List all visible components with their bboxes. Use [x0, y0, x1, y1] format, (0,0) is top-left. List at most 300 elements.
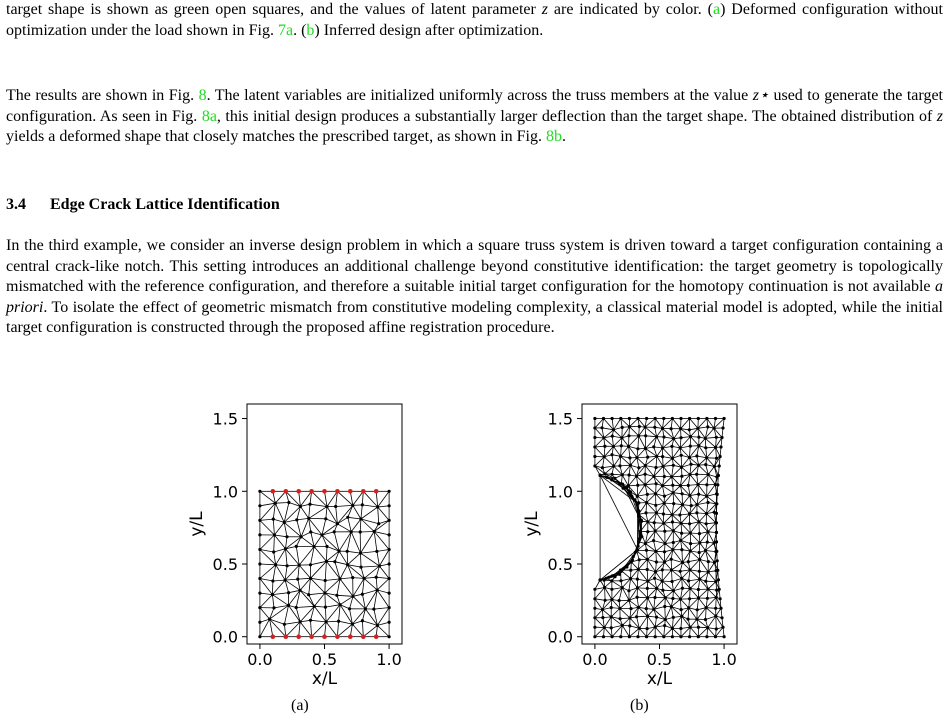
lattice-node [300, 535, 303, 538]
lattice-node [715, 521, 718, 524]
lattice-node [627, 589, 630, 592]
truss-member [351, 532, 360, 553]
truss-member [300, 506, 308, 518]
lattice-node [351, 504, 354, 507]
lattice-node [662, 465, 665, 468]
truss-member [595, 447, 604, 457]
truss-member [646, 436, 657, 437]
lattice-node [593, 626, 596, 629]
lattice-node [268, 618, 271, 621]
truss-member [665, 591, 673, 598]
truss-member [309, 593, 325, 595]
lattice-node [715, 502, 718, 505]
lattice-node [652, 608, 655, 611]
lattice-node [697, 520, 700, 523]
lattice-node [593, 455, 596, 458]
lattice-node [698, 551, 701, 554]
body-text: used to generate the target configuration. As seen in Fig. [6, 87, 943, 125]
lattice-node [681, 492, 684, 495]
lattice-node [706, 541, 709, 544]
lattice-node [258, 606, 261, 609]
truss-member [339, 621, 353, 624]
truss-member [260, 535, 275, 550]
lattice-node [619, 579, 622, 582]
lattice-node [593, 426, 596, 429]
lattice-node [628, 599, 631, 602]
lattice-node [679, 436, 682, 439]
lattice-node [697, 588, 700, 591]
figure-caption-tail [6, 0, 943, 41]
lattice-node [680, 466, 683, 469]
truss-member [284, 503, 289, 523]
lattice-node [258, 592, 261, 595]
truss-member [681, 616, 682, 628]
truss-member [595, 610, 603, 618]
lattice-node [603, 472, 606, 475]
ref-link-fig7a[interactable]: 7a [277, 21, 294, 39]
lattice-node [388, 562, 391, 565]
lattice-node [717, 474, 720, 477]
truss-member [656, 551, 657, 562]
lattice-node [645, 607, 648, 610]
figure-a-initial-lattice [180, 395, 430, 690]
lattice-node [679, 417, 682, 420]
lattice-node [593, 436, 596, 439]
lattice-node [274, 502, 277, 505]
ref-link-fig8a[interactable]: 8a [201, 107, 217, 125]
ref-link-b[interactable]: b [306, 21, 315, 39]
lattice-node [338, 550, 341, 553]
truss-member [620, 600, 629, 608]
lattice-node [627, 484, 630, 487]
truss-member [637, 457, 648, 458]
truss-member [335, 562, 340, 579]
truss-member [600, 475, 638, 503]
lattice-node [599, 474, 602, 477]
lattice-node [671, 548, 674, 551]
lattice-node [688, 512, 691, 515]
y-tick-label: 1.5 [212, 409, 238, 429]
lattice-node [662, 435, 665, 438]
lattice-node [628, 456, 631, 459]
lattice-node [689, 626, 692, 629]
truss-member [716, 597, 717, 608]
truss-member [322, 535, 327, 547]
lattice-node [361, 593, 364, 596]
lattice-node [610, 598, 613, 601]
lattice-node [652, 445, 655, 448]
lattice-node [258, 635, 261, 638]
truss-member [663, 458, 672, 466]
lattice-node [661, 580, 664, 583]
lattice-node [653, 521, 656, 524]
lattice-node [593, 417, 596, 420]
truss-member [297, 520, 301, 537]
lattice-node [621, 426, 624, 429]
lattice-node [680, 615, 683, 618]
lattice-node [627, 434, 630, 437]
lattice-node [602, 417, 605, 420]
lattice-node [295, 545, 298, 548]
lattice-node [324, 579, 327, 582]
truss-member [654, 598, 655, 610]
truss-member [604, 617, 611, 628]
boundary-node [348, 489, 353, 494]
lattice-node [625, 565, 628, 568]
lattice-node [707, 570, 710, 573]
lattice-node [671, 520, 674, 523]
lattice-node [612, 445, 615, 448]
lattice-node [612, 465, 615, 468]
lattice-node [723, 417, 726, 420]
lattice-node [705, 606, 708, 609]
lattice-node [695, 503, 698, 506]
lattice-node [672, 529, 675, 532]
math-z: z [936, 107, 944, 125]
truss-member [603, 610, 612, 617]
lattice-node [359, 566, 362, 569]
lattice-node [670, 605, 673, 608]
lattice-node [680, 522, 683, 525]
truss-member [664, 503, 672, 515]
boundary-node [348, 634, 353, 639]
truss-member [699, 598, 707, 608]
lattice-node [663, 550, 666, 553]
lattice-node [628, 624, 631, 627]
lattice-node [593, 616, 596, 619]
lattice-node [618, 607, 621, 610]
lattice-node [639, 533, 642, 536]
lattice-node [600, 426, 603, 429]
lattice-node [715, 531, 718, 534]
lattice-node [713, 561, 716, 564]
lattice-plot-a [180, 395, 430, 690]
lattice-node [653, 596, 656, 599]
lattice-node [629, 607, 632, 610]
lattice-node [346, 563, 349, 566]
truss-member [322, 535, 339, 551]
caption-text: ) Inferred design after optimization. [314, 21, 544, 39]
caption-text: are indicated by color. ( [548, 1, 713, 18]
lattice-node [604, 599, 607, 602]
lattice-node [361, 619, 364, 622]
truss-member [655, 523, 664, 531]
math-zstar: z⋆ [752, 87, 769, 104]
lattice-node [309, 563, 312, 566]
lattice-node [688, 635, 691, 638]
lattice-node [696, 483, 699, 486]
boundary-node [374, 489, 379, 494]
lattice-node [687, 618, 690, 621]
lattice-node [672, 437, 675, 440]
lattice-node [690, 504, 693, 507]
lattice-node [350, 530, 353, 533]
lattice-node [720, 616, 723, 619]
truss-member [339, 605, 341, 622]
truss-member [673, 493, 674, 504]
figure-b-cracked-lattice [515, 395, 765, 690]
lattice-node [611, 574, 614, 577]
lattice-node [689, 463, 692, 466]
lattice-node [388, 577, 391, 580]
truss-member [595, 438, 604, 447]
lattice-node [714, 607, 717, 610]
truss-member [260, 564, 276, 565]
truss-member [298, 565, 299, 579]
lattice-node [671, 635, 674, 638]
truss-member [260, 520, 275, 535]
lattice-node [258, 504, 261, 507]
caption-text: target shape is shown as green open squares, and the values of latent parameter [6, 1, 542, 18]
lattice-node [378, 564, 381, 567]
lattice-node [338, 577, 341, 580]
lattice-node [619, 417, 622, 420]
truss-member [705, 438, 715, 447]
truss-member [699, 522, 700, 534]
truss-member [682, 550, 683, 563]
truss-member [374, 520, 389, 531]
truss-member [379, 566, 389, 579]
truss-member [673, 550, 683, 563]
lattice-node [351, 623, 354, 626]
lattice-node [636, 417, 639, 420]
lattice-node [653, 426, 656, 429]
lattice-node [654, 635, 657, 638]
lattice-node [670, 558, 673, 561]
lattice-node [284, 547, 287, 550]
lattice-node [272, 550, 275, 553]
lattice-node [610, 588, 613, 591]
lattice-node [721, 426, 724, 429]
truss-member [274, 535, 287, 537]
lattice-node [654, 417, 657, 420]
lattice-node [689, 435, 692, 438]
lattice-node [388, 635, 391, 638]
ref-link-fig8[interactable]: 8 [198, 87, 207, 104]
truss-member [364, 578, 377, 590]
truss-member [647, 570, 648, 582]
lattice-node [654, 466, 657, 469]
lattice-node [663, 624, 666, 627]
boundary-node [322, 634, 327, 639]
lattice-node [704, 618, 707, 621]
truss-member [639, 436, 646, 449]
lattice-node [715, 436, 718, 439]
lattice-node [689, 445, 692, 448]
lattice-node [603, 626, 606, 629]
truss-member [260, 519, 273, 520]
lattice-node [645, 501, 648, 504]
lattice-node [620, 570, 623, 573]
lattice-node [272, 518, 275, 521]
lattice-node [299, 620, 302, 623]
lattice-node [654, 625, 657, 628]
lattice-node [689, 531, 692, 534]
lattice-node [610, 473, 613, 476]
lattice-node [636, 596, 639, 599]
lattice-node [681, 561, 684, 564]
truss-member [260, 608, 270, 620]
truss-member [314, 535, 322, 547]
boundary-node [335, 634, 340, 639]
lattice-node [704, 463, 707, 466]
lattice-node [351, 576, 354, 579]
lattice-node [687, 606, 690, 609]
lattice-node [637, 501, 640, 504]
lattice-node [671, 627, 674, 630]
lattice-node [619, 617, 622, 620]
x-axis-label: x/L [646, 669, 673, 689]
y-tick-label: 1.0 [547, 482, 573, 502]
truss-member [638, 436, 639, 449]
truss-member [656, 456, 657, 467]
truss-member [340, 578, 353, 579]
lattice-node [313, 545, 316, 548]
lattice-node [718, 464, 721, 467]
truss-member [708, 523, 716, 532]
lattice-mesh [260, 491, 389, 636]
boundary-node [374, 634, 379, 639]
truss-member [648, 616, 656, 627]
lattice-node [602, 436, 605, 439]
lattice-node [705, 522, 708, 525]
lattice-node [655, 587, 658, 590]
lattice-node [670, 475, 673, 478]
truss-member [665, 607, 666, 620]
truss-member [665, 607, 671, 620]
lattice-node [654, 550, 657, 553]
lattice-node [388, 548, 391, 551]
lattice-node [628, 417, 631, 420]
lattice-node [258, 548, 261, 551]
truss-member [629, 436, 639, 447]
lattice-node [620, 444, 623, 447]
lattice-node [258, 577, 261, 580]
truss-member [298, 578, 311, 579]
truss-member [378, 507, 379, 524]
truss-member [683, 496, 690, 505]
boundary-node [309, 634, 314, 639]
lattice-node [646, 530, 649, 533]
lattice-node [628, 425, 631, 428]
truss-member [655, 627, 664, 637]
lattice-node [716, 493, 719, 496]
truss-member [697, 598, 698, 610]
boundary-node [335, 489, 340, 494]
truss-member [348, 505, 353, 517]
lattice-node [284, 579, 287, 582]
lattice-node [274, 563, 277, 566]
lattice-node [644, 483, 647, 486]
truss-member [645, 476, 654, 484]
y-tick-label: 0.5 [212, 555, 238, 574]
truss-member [663, 486, 674, 493]
lattice-node [364, 607, 367, 610]
lattice-node [593, 445, 596, 448]
truss-member [360, 532, 374, 533]
truss-member [673, 591, 680, 599]
y-tick-label: 0.0 [547, 627, 573, 647]
lattice-node [607, 576, 610, 579]
lattice-node [258, 519, 261, 522]
lattice-node [283, 623, 286, 626]
ref-link-a[interactable]: a [712, 1, 721, 18]
truss-member [274, 535, 275, 552]
lattice-node [605, 476, 608, 479]
lattice-node [714, 635, 717, 638]
lattice-node [698, 578, 701, 581]
lattice-node [695, 511, 698, 514]
section-heading [6, 196, 280, 214]
lattice-node [620, 436, 623, 439]
lattice-node [285, 535, 288, 538]
truss-member [274, 535, 285, 549]
lattice-node [645, 549, 648, 552]
lattice-node [388, 592, 391, 595]
lattice-node [689, 542, 692, 545]
lattice-node [299, 505, 302, 508]
truss-member [682, 467, 691, 474]
lattice-node [718, 588, 721, 591]
x-tick-label: 0.0 [582, 650, 608, 669]
truss-member [628, 476, 636, 486]
lattice-node [638, 627, 641, 630]
lattice-node [637, 434, 640, 437]
truss-member [689, 446, 690, 457]
lattice-node [638, 537, 641, 540]
boundary-node [361, 634, 366, 639]
truss-member [647, 551, 656, 559]
truss-member [334, 532, 339, 551]
x-tick-label: 0.5 [311, 650, 338, 669]
lattice-node [687, 560, 690, 563]
lattice-node [637, 513, 640, 516]
x-tick-label: 1.0 [376, 650, 402, 669]
lattice-node [655, 616, 658, 619]
lattice-node [376, 505, 379, 508]
lattice-node [688, 494, 691, 497]
lattice-node [629, 569, 632, 572]
results-paragraph [6, 86, 943, 148]
lattice-node [363, 577, 366, 580]
lattice-node [637, 466, 640, 469]
truss-member [337, 524, 351, 532]
ref-link-fig8b[interactable]: 8b [546, 128, 562, 146]
truss-member [325, 579, 340, 581]
lattice-node [287, 591, 290, 594]
lattice-node [697, 626, 700, 629]
math-z: z [541, 1, 548, 18]
lattice-node [672, 502, 675, 505]
lattice-node [671, 484, 674, 487]
x-tick-label: 0.5 [646, 650, 673, 669]
truss-member [286, 537, 288, 549]
lattice-node [334, 505, 337, 508]
truss-member [639, 628, 646, 636]
lattice-node [611, 435, 614, 438]
lattice-node [644, 434, 647, 437]
lattice-node [622, 487, 625, 490]
truss-member [664, 626, 665, 637]
truss-member [690, 485, 698, 496]
lattice-node [295, 606, 298, 609]
lattice-node [704, 549, 707, 552]
lattice-node [698, 541, 701, 544]
truss-member [708, 572, 716, 582]
lattice-node [654, 570, 657, 573]
lattice-node [705, 635, 708, 638]
section-title: Edge Crack Lattice Identification [50, 196, 280, 213]
